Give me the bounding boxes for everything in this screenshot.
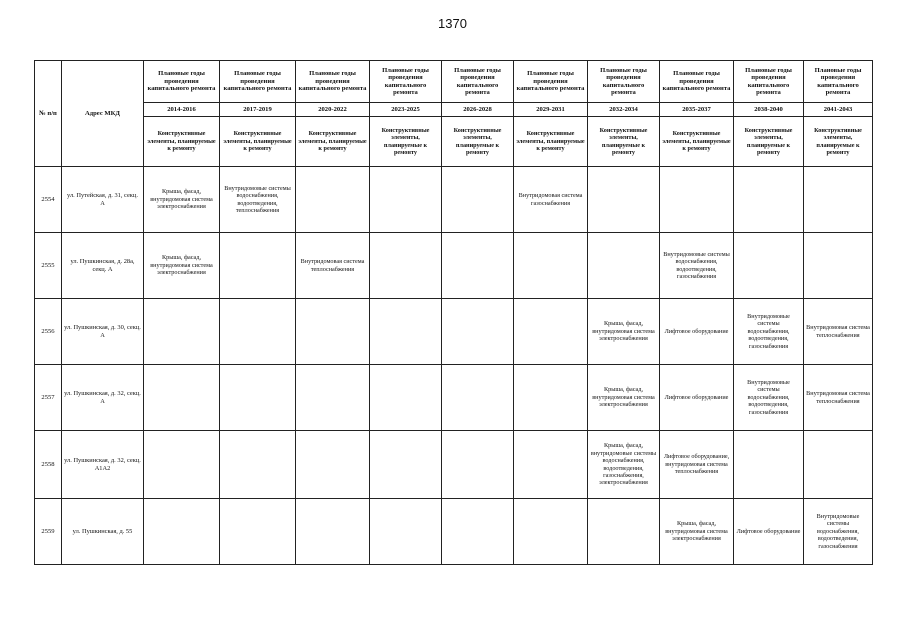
repair-cell: Лифтовое оборудование (660, 299, 734, 365)
repair-cell (442, 365, 514, 431)
repair-cell (804, 431, 873, 499)
repair-cell (144, 431, 220, 499)
table-row (35, 299, 873, 365)
elements-caption: Конструктивные элементы, планируемые к ремонту (442, 117, 514, 167)
building-address: ул. Пушкинская, д. 28а, секц. А (62, 233, 144, 299)
repair-cell (296, 365, 370, 431)
repair-cell: Внутридомовые системы водоснабжения, водоотведения, газоснабжения (660, 233, 734, 299)
period-caption: Плановые годы проведения капитального ремонта (144, 61, 220, 103)
row-number: 2555 (35, 233, 62, 299)
col-num-header: № п/п (35, 61, 62, 167)
col-address-header: Адрес МКД (62, 61, 144, 167)
repair-cell (220, 233, 296, 299)
repair-cell (588, 499, 660, 565)
repair-cell: Внутридомовая система газоснабжения (514, 167, 588, 233)
building-address: ул. Пушкинская, д. 32, секц. А1А2 (62, 431, 144, 499)
elements-caption: Конструктивные элементы, планируемые к ремонту (588, 117, 660, 167)
repair-cell (514, 499, 588, 565)
repair-cell: Внутридомовые системы водоснабжения, водоотведения, теплоснабжения (220, 167, 296, 233)
row-number: 2559 (35, 499, 62, 565)
repair-cell (296, 299, 370, 365)
repair-cell (296, 431, 370, 499)
period-caption: Плановые годы проведения капитального ремонта (296, 61, 370, 103)
repair-cell: Крыша, фасад, внутридомовая система электроснабжения (144, 167, 220, 233)
building-address: ул. Пушкинская, д. 32, секц. А (62, 365, 144, 431)
elements-caption: Конструктивные элементы, планируемые к ремонту (296, 117, 370, 167)
repair-cell: Внутридомовая система теплоснабжения (296, 233, 370, 299)
repair-cell (144, 365, 220, 431)
period-caption: Плановые годы проведения капитального ремонта (660, 61, 734, 103)
period-caption: Плановые годы проведения капитального ремонта (734, 61, 804, 103)
repair-cell: Внутридомовые системы водоснабжения, водоотведения, газоснабжения (734, 299, 804, 365)
table-row (35, 365, 873, 431)
repair-cell (734, 167, 804, 233)
repair-cell: Крыша, фасад, внутридомовая система электроснабжения (588, 365, 660, 431)
building-address: ул. Путейская, д. 31, секц. А (62, 167, 144, 233)
elements-caption: Конструктивные элементы, планируемые к ремонту (734, 117, 804, 167)
row-number: 2554 (35, 167, 62, 233)
repair-cell (514, 431, 588, 499)
building-address: ул. Пушкинская, д. 30, секц. А (62, 299, 144, 365)
repair-cell (804, 233, 873, 299)
repair-cell: Лифтовое оборудование, внутридомовая система теплоснабжения (660, 431, 734, 499)
repair-cell (220, 365, 296, 431)
repair-cell (220, 299, 296, 365)
repair-cell (220, 499, 296, 565)
repair-cell (660, 167, 734, 233)
period-caption: Плановые годы проведения капитального ремонта (514, 61, 588, 103)
repair-cell: Внутридомовые системы водоснабжения, водоотведения, газоснабжения (804, 499, 873, 565)
period-caption: Плановые годы проведения капитального ремонта (804, 61, 873, 103)
repair-cell: Внутридомовая система теплоснабжения (804, 299, 873, 365)
period-caption: Плановые годы проведения капитального ремонта (588, 61, 660, 103)
capital-repair-table (34, 60, 873, 565)
year-range: 2035-2037 (660, 103, 734, 117)
row-number: 2558 (35, 431, 62, 499)
elements-caption: Конструктивные элементы, планируемые к ремонту (144, 117, 220, 167)
repair-cell (804, 167, 873, 233)
repair-cell (370, 499, 442, 565)
repair-cell (514, 299, 588, 365)
table-row (35, 233, 873, 299)
elements-caption: Конструктивные элементы, планируемые к ремонту (370, 117, 442, 167)
repair-cell (442, 299, 514, 365)
period-caption: Плановые годы проведения капитального ремонта (442, 61, 514, 103)
year-range: 2017-2019 (220, 103, 296, 117)
repair-cell: Внутридомовая система теплоснабжения (804, 365, 873, 431)
repair-cell (514, 233, 588, 299)
repair-cell (588, 233, 660, 299)
repair-cell (220, 431, 296, 499)
repair-cell: Лифтовое оборудование (734, 499, 804, 565)
year-range: 2038-2040 (734, 103, 804, 117)
year-range: 2029-2031 (514, 103, 588, 117)
repair-cell (734, 431, 804, 499)
repair-cell (442, 499, 514, 565)
elements-caption: Конструктивные элементы, планируемые к ремонту (660, 117, 734, 167)
repair-cell (296, 167, 370, 233)
repair-cell (370, 365, 442, 431)
repair-cell: Лифтовое оборудование (660, 365, 734, 431)
table-row (35, 499, 873, 565)
repair-cell: Внутридомовые системы водоснабжения, водоотведения, газоснабжения (734, 365, 804, 431)
year-range: 2026-2028 (442, 103, 514, 117)
period-caption: Плановые годы проведения капитального ремонта (220, 61, 296, 103)
row-number: 2557 (35, 365, 62, 431)
elements-caption: Конструктивные элементы, планируемые к ремонту (220, 117, 296, 167)
header-row-years (35, 103, 873, 117)
repair-cell (442, 167, 514, 233)
year-range: 2014-2016 (144, 103, 220, 117)
repair-cell (296, 499, 370, 565)
header-row-elements (35, 117, 873, 167)
repair-cell (370, 167, 442, 233)
year-range: 2041-2043 (804, 103, 873, 117)
row-number: 2556 (35, 299, 62, 365)
repair-cell (588, 167, 660, 233)
repair-cell (370, 233, 442, 299)
repair-cell (442, 233, 514, 299)
repair-cell (144, 499, 220, 565)
elements-caption: Конструктивные элементы, планируемые к ремонту (514, 117, 588, 167)
page-number: 1370 (438, 16, 467, 31)
elements-caption: Конструктивные элементы, планируемые к ремонту (804, 117, 873, 167)
period-caption: Плановые годы проведения капитального ремонта (370, 61, 442, 103)
year-range: 2020-2022 (296, 103, 370, 117)
repair-cell (370, 431, 442, 499)
repair-cell (370, 299, 442, 365)
table-row (35, 431, 873, 499)
repair-cell: Крыша, фасад, внутридомовая система электроснабжения (588, 299, 660, 365)
repair-cell (514, 365, 588, 431)
repair-cell: Крыша, фасад, внутридомовые системы водоснабжения, водоотведения, газоснабжения, электроснабжения (588, 431, 660, 499)
year-range: 2023-2025 (370, 103, 442, 117)
header-row-periods (35, 61, 873, 103)
table-row (35, 167, 873, 233)
year-range: 2032-2034 (588, 103, 660, 117)
repair-cell (442, 431, 514, 499)
repair-cell: Крыша, фасад, внутридомовая система электроснабжения (660, 499, 734, 565)
repair-cell (144, 299, 220, 365)
building-address: ул. Пушкинская, д. 55 (62, 499, 144, 565)
repair-cell: Крыша, фасад, внутридомовая система электроснабжения (144, 233, 220, 299)
repair-cell (734, 233, 804, 299)
